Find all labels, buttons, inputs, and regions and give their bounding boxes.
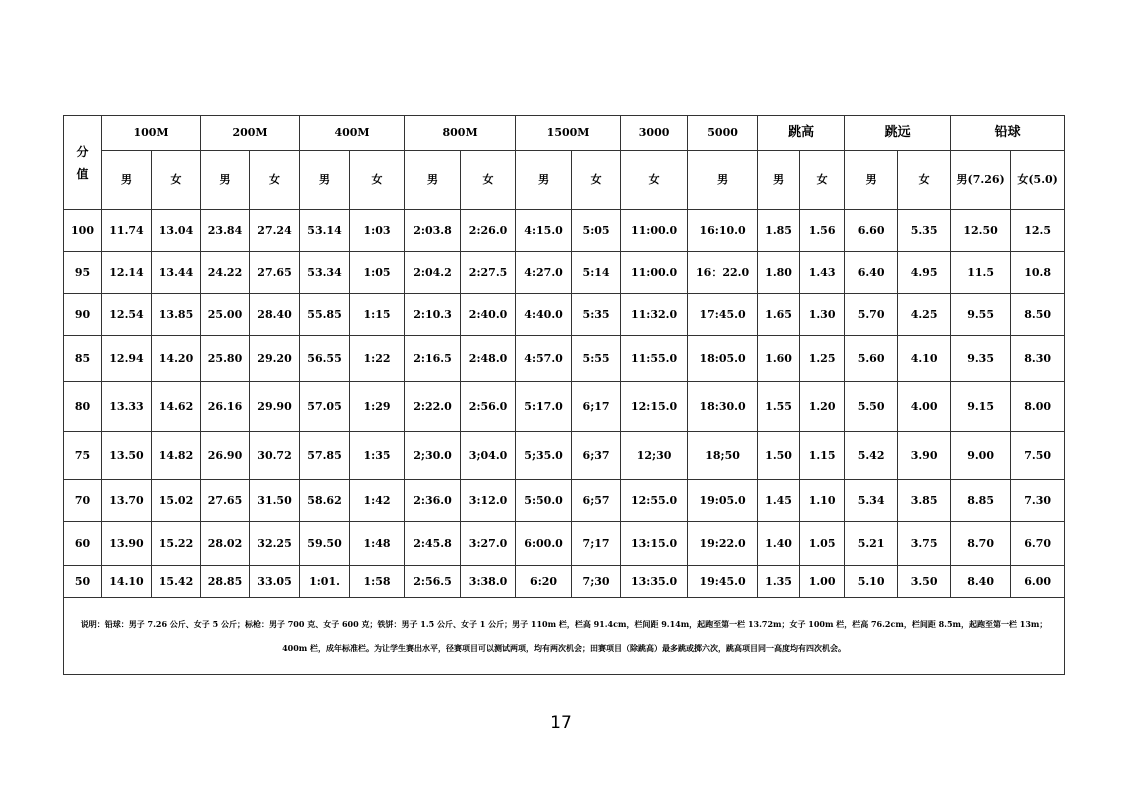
gender-header: 女(5.0) — [1011, 151, 1065, 210]
value-cell: 5.10 — [845, 566, 898, 598]
value-cell: 53.14 — [300, 210, 350, 252]
value-cell: 13.44 — [152, 252, 201, 294]
value-cell: 1:35 — [350, 432, 405, 480]
value-cell: 12:55.0 — [621, 480, 688, 522]
value-cell: 1.50 — [758, 432, 800, 480]
event-header: 400M — [300, 116, 405, 151]
value-cell: 13.70 — [102, 480, 152, 522]
gender-header: 女 — [572, 151, 621, 210]
value-cell: 18:30.0 — [688, 382, 758, 432]
value-cell: 10.8 — [1011, 252, 1065, 294]
value-cell: 1:42 — [350, 480, 405, 522]
value-cell: 1.20 — [800, 382, 845, 432]
value-cell: 12.14 — [102, 252, 152, 294]
value-cell: 12.5 — [1011, 210, 1065, 252]
value-cell: 2:16.5 — [405, 336, 461, 382]
value-cell: 5.50 — [845, 382, 898, 432]
value-cell: 26.16 — [201, 382, 250, 432]
value-cell: 5.35 — [898, 210, 951, 252]
value-cell: 1.40 — [758, 522, 800, 566]
value-cell: 24.22 — [201, 252, 250, 294]
value-cell: 57.05 — [300, 382, 350, 432]
value-cell: 33.05 — [250, 566, 300, 598]
value-cell: 8.40 — [951, 566, 1011, 598]
value-cell: 2:27.5 — [461, 252, 516, 294]
table-row — [64, 432, 1065, 480]
value-cell: 18:05.0 — [688, 336, 758, 382]
value-cell: 5:05 — [572, 210, 621, 252]
value-cell: 1:22 — [350, 336, 405, 382]
score-cell: 50 — [64, 566, 102, 598]
value-cell: 11:55.0 — [621, 336, 688, 382]
value-cell: 6.60 — [845, 210, 898, 252]
value-cell: 5.70 — [845, 294, 898, 336]
value-cell: 1.05 — [800, 522, 845, 566]
value-cell: 16：22.0 — [688, 252, 758, 294]
value-cell: 18;50 — [688, 432, 758, 480]
value-cell: 1.10 — [800, 480, 845, 522]
value-cell: 11.74 — [102, 210, 152, 252]
value-cell: 6:00.0 — [516, 522, 572, 566]
gender-header: 男 — [688, 151, 758, 210]
gender-header: 男 — [516, 151, 572, 210]
value-cell: 2:03.8 — [405, 210, 461, 252]
score-cell: 70 — [64, 480, 102, 522]
gender-header: 女 — [898, 151, 951, 210]
value-cell: 2:56.0 — [461, 382, 516, 432]
value-cell: 1.35 — [758, 566, 800, 598]
value-cell: 13.04 — [152, 210, 201, 252]
value-cell: 14.62 — [152, 382, 201, 432]
value-cell: 6.00 — [1011, 566, 1065, 598]
value-cell: 8.85 — [951, 480, 1011, 522]
gender-header: 男(7.26) — [951, 151, 1011, 210]
score-cell: 85 — [64, 336, 102, 382]
value-cell: 3.85 — [898, 480, 951, 522]
value-cell: 5:14 — [572, 252, 621, 294]
value-cell: 28.02 — [201, 522, 250, 566]
value-cell: 11:00.0 — [621, 210, 688, 252]
value-cell: 15.42 — [152, 566, 201, 598]
value-cell: 19:22.0 — [688, 522, 758, 566]
event-header: 100M — [102, 116, 201, 151]
value-cell: 16:10.0 — [688, 210, 758, 252]
value-cell: 56.55 — [300, 336, 350, 382]
value-cell: 59.50 — [300, 522, 350, 566]
gender-header: 男 — [201, 151, 250, 210]
value-cell: 8.30 — [1011, 336, 1065, 382]
gender-header: 男 — [102, 151, 152, 210]
event-header: 3000 — [621, 116, 688, 151]
value-cell: 26.90 — [201, 432, 250, 480]
value-cell: 55.85 — [300, 294, 350, 336]
value-cell: 32.25 — [250, 522, 300, 566]
value-cell: 2:40.0 — [461, 294, 516, 336]
value-cell: 5;35.0 — [516, 432, 572, 480]
value-cell: 1.15 — [800, 432, 845, 480]
event-header-row — [64, 116, 1065, 151]
value-cell: 3.50 — [898, 566, 951, 598]
notes-cell — [64, 598, 1065, 675]
value-cell: 27.24 — [250, 210, 300, 252]
gender-header: 男 — [405, 151, 461, 210]
score-cell: 100 — [64, 210, 102, 252]
value-cell: 1.85 — [758, 210, 800, 252]
score-table-body — [64, 210, 1065, 598]
value-cell: 9.15 — [951, 382, 1011, 432]
value-cell: 6;57 — [572, 480, 621, 522]
event-header: 铅球 — [951, 116, 1065, 151]
table-row — [64, 294, 1065, 336]
value-cell: 1.56 — [800, 210, 845, 252]
table-row — [64, 252, 1065, 294]
value-cell: 15.02 — [152, 480, 201, 522]
value-cell: 1.00 — [800, 566, 845, 598]
gender-header: 女 — [800, 151, 845, 210]
table-row — [64, 336, 1065, 382]
value-cell: 2;30.0 — [405, 432, 461, 480]
score-column-header: 分值 — [64, 116, 102, 210]
value-cell: 14.82 — [152, 432, 201, 480]
value-cell: 1:58 — [350, 566, 405, 598]
value-cell: 8.00 — [1011, 382, 1065, 432]
table-row — [64, 522, 1065, 566]
value-cell: 19:45.0 — [688, 566, 758, 598]
value-cell: 4:40.0 — [516, 294, 572, 336]
value-cell: 12;30 — [621, 432, 688, 480]
value-cell: 28.85 — [201, 566, 250, 598]
notes-row — [64, 598, 1065, 675]
value-cell: 1:03 — [350, 210, 405, 252]
value-cell: 4.95 — [898, 252, 951, 294]
value-cell: 2:56.5 — [405, 566, 461, 598]
value-cell: 5.42 — [845, 432, 898, 480]
value-cell: 6:20 — [516, 566, 572, 598]
value-cell: 4:27.0 — [516, 252, 572, 294]
event-header: 800M — [405, 116, 516, 151]
value-cell: 1:15 — [350, 294, 405, 336]
value-cell: 14.10 — [102, 566, 152, 598]
value-cell: 8.50 — [1011, 294, 1065, 336]
value-cell: 31.50 — [250, 480, 300, 522]
value-cell: 1.80 — [758, 252, 800, 294]
value-cell: 30.72 — [250, 432, 300, 480]
value-cell: 11:00.0 — [621, 252, 688, 294]
score-cell: 90 — [64, 294, 102, 336]
value-cell: 4:57.0 — [516, 336, 572, 382]
table-row — [64, 210, 1065, 252]
value-cell: 1.45 — [758, 480, 800, 522]
gender-header: 女 — [621, 151, 688, 210]
value-cell: 15.22 — [152, 522, 201, 566]
value-cell: 3:38.0 — [461, 566, 516, 598]
notes-line: 400m 栏，成年标准栏。为让学生赛出水平，径赛项目可以测试两项，均有两次机会；田赛项目（除跳高）最多跳或掷六次，跳高项目同一高度均有四次机会。 — [282, 643, 847, 653]
gender-header: 男 — [300, 151, 350, 210]
value-cell: 1.25 — [800, 336, 845, 382]
value-cell: 2:22.0 — [405, 382, 461, 432]
value-cell: 13.85 — [152, 294, 201, 336]
score-cell: 80 — [64, 382, 102, 432]
value-cell: 27.65 — [250, 252, 300, 294]
value-cell: 1.60 — [758, 336, 800, 382]
value-cell: 2:26.0 — [461, 210, 516, 252]
event-header: 1500M — [516, 116, 621, 151]
score-cell: 95 — [64, 252, 102, 294]
value-cell: 6;37 — [572, 432, 621, 480]
value-cell: 2:10.3 — [405, 294, 461, 336]
value-cell: 3.75 — [898, 522, 951, 566]
value-cell: 5.21 — [845, 522, 898, 566]
value-cell: 1.55 — [758, 382, 800, 432]
value-cell: 25.80 — [201, 336, 250, 382]
value-cell: 9.00 — [951, 432, 1011, 480]
value-cell: 19:05.0 — [688, 480, 758, 522]
score-table — [63, 115, 1065, 675]
value-cell: 5:55 — [572, 336, 621, 382]
value-cell: 13.50 — [102, 432, 152, 480]
value-cell: 12.54 — [102, 294, 152, 336]
event-header: 5000 — [688, 116, 758, 151]
notes-line: 说明：铅球：男子 7.26 公斤、女子 5 公斤；标枪：男子 700 克、女子 600 克；铁饼：男子 1.5 公斤、女子 1 公斤；男子 110m 栏，栏高 91.4cm，栏间距 9.14m，起跑至第一栏 13.72m；女子 100m 栏，栏高 76.2cm，栏间距 8.5m，起跑至第一栏 13m； — [80, 619, 1048, 629]
value-cell: 9.35 — [951, 336, 1011, 382]
table-row — [64, 566, 1065, 598]
gender-header: 男 — [758, 151, 800, 210]
value-cell: 11.5 — [951, 252, 1011, 294]
value-cell: 1.30 — [800, 294, 845, 336]
value-cell: 4.00 — [898, 382, 951, 432]
value-cell: 3:12.0 — [461, 480, 516, 522]
gender-header: 男 — [845, 151, 898, 210]
value-cell: 6.40 — [845, 252, 898, 294]
value-cell: 12.94 — [102, 336, 152, 382]
value-cell: 7;30 — [572, 566, 621, 598]
value-cell: 5:35 — [572, 294, 621, 336]
score-cell: 75 — [64, 432, 102, 480]
gender-header: 女 — [250, 151, 300, 210]
value-cell: 1:29 — [350, 382, 405, 432]
event-header: 跳高 — [758, 116, 845, 151]
value-cell: 29.90 — [250, 382, 300, 432]
gender-header: 女 — [350, 151, 405, 210]
value-cell: 1:05 — [350, 252, 405, 294]
value-cell: 6.70 — [1011, 522, 1065, 566]
value-cell: 4.25 — [898, 294, 951, 336]
value-cell: 2:45.8 — [405, 522, 461, 566]
value-cell: 1:48 — [350, 522, 405, 566]
value-cell: 7.50 — [1011, 432, 1065, 480]
event-header: 200M — [201, 116, 300, 151]
value-cell: 6;17 — [572, 382, 621, 432]
value-cell: 4.10 — [898, 336, 951, 382]
table-row — [64, 480, 1065, 522]
value-cell: 5.34 — [845, 480, 898, 522]
value-cell: 2:36.0 — [405, 480, 461, 522]
table-row — [64, 382, 1065, 432]
value-cell: 5:17.0 — [516, 382, 572, 432]
page-number: 17 — [550, 713, 572, 733]
value-cell: 11:32.0 — [621, 294, 688, 336]
gender-header-row — [64, 151, 1065, 210]
value-cell: 12:15.0 — [621, 382, 688, 432]
value-cell: 53.34 — [300, 252, 350, 294]
value-cell: 25.00 — [201, 294, 250, 336]
value-cell: 4:15.0 — [516, 210, 572, 252]
value-cell: 28.40 — [250, 294, 300, 336]
value-cell: 58.62 — [300, 480, 350, 522]
value-cell: 13:15.0 — [621, 522, 688, 566]
gender-header: 女 — [152, 151, 201, 210]
gender-header: 女 — [461, 151, 516, 210]
score-cell: 60 — [64, 522, 102, 566]
event-header: 跳远 — [845, 116, 951, 151]
value-cell: 2:04.2 — [405, 252, 461, 294]
value-cell: 23.84 — [201, 210, 250, 252]
value-cell: 3;04.0 — [461, 432, 516, 480]
value-cell: 3.90 — [898, 432, 951, 480]
value-cell: 2:48.0 — [461, 336, 516, 382]
value-cell: 12.50 — [951, 210, 1011, 252]
value-cell: 7;17 — [572, 522, 621, 566]
value-cell: 14.20 — [152, 336, 201, 382]
value-cell: 1.65 — [758, 294, 800, 336]
value-cell: 13:35.0 — [621, 566, 688, 598]
value-cell: 13.33 — [102, 382, 152, 432]
value-cell: 8.70 — [951, 522, 1011, 566]
value-cell: 5.60 — [845, 336, 898, 382]
value-cell: 29.20 — [250, 336, 300, 382]
value-cell: 1.43 — [800, 252, 845, 294]
value-cell: 9.55 — [951, 294, 1011, 336]
value-cell: 3:27.0 — [461, 522, 516, 566]
value-cell: 57.85 — [300, 432, 350, 480]
value-cell: 5:50.0 — [516, 480, 572, 522]
value-cell: 27.65 — [201, 480, 250, 522]
value-cell: 17:45.0 — [688, 294, 758, 336]
value-cell: 7.30 — [1011, 480, 1065, 522]
value-cell: 13.90 — [102, 522, 152, 566]
value-cell: 1:01. — [300, 566, 350, 598]
